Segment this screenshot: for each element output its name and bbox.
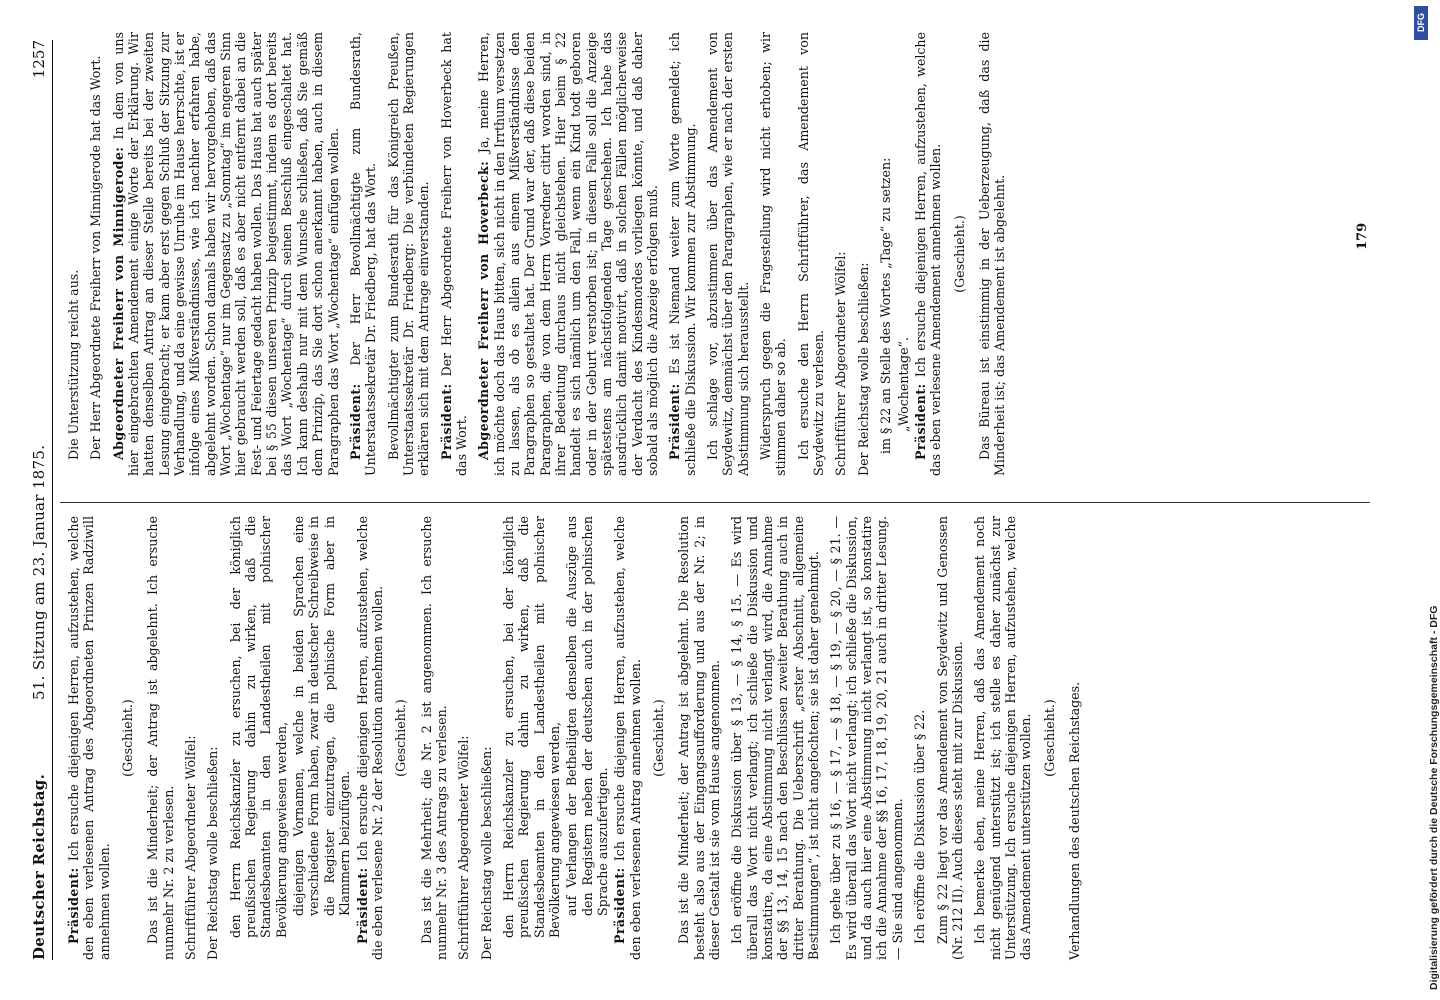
paragraph-text: Ich ersuche diejenigen Herren, aufzustehen, welche den eben verlesenen Antrag des Abgeordneten Prinzen Radziwill annehmen wollen. bbox=[66, 516, 112, 960]
paragraph bbox=[878, 32, 893, 476]
paragraph bbox=[896, 32, 911, 476]
paragraph-text: Bevollmächtigter zum Bundesrath für das Königreich Preußen, Unterstaatssekretär Dr. Friedberg: Die verbündeten Regierungen erklären sich mit dem Antrage einverstanden. bbox=[385, 32, 432, 476]
paragraph bbox=[972, 516, 1033, 960]
digitization-stamp bbox=[1402, 0, 1440, 1000]
speaker-label: Abgeordneter Freiherr von Hoverbeck: bbox=[476, 160, 492, 460]
stage-direction bbox=[952, 32, 967, 476]
paragraph bbox=[456, 516, 471, 960]
paragraph-text: Schriftführer Abgeordneter Wölfel: bbox=[833, 251, 849, 476]
speaker-label: Präsident: bbox=[354, 867, 370, 944]
header-journal-title: Deutscher Reichstag. bbox=[30, 773, 48, 960]
right-column bbox=[66, 32, 1015, 476]
paragraph bbox=[705, 32, 751, 476]
paragraph bbox=[419, 516, 450, 960]
paragraph-text: Zum § 22 liegt vor das Amendement von Seydewitz und Genossen (Nr. 212 II). Auch dieses steht mit zur Diskussion. bbox=[934, 516, 965, 960]
paragraph bbox=[88, 32, 103, 476]
paragraph-text: diejenigen Vornamen, welche in beiden Sprachen eine verschiedene Form haben, zwar in deutscher Schreibweise in die Register einzutragen, die polnische Form aber in Klammern beizufügen. bbox=[291, 516, 353, 916]
paragraph-text: (Geschieht.) bbox=[651, 699, 666, 777]
paragraph bbox=[183, 516, 198, 960]
paragraph bbox=[729, 516, 821, 960]
paragraph-text: Das ist die Minderheit; der Antrag ist abgelehnt. Ich ersuche nunmehr Nr. 2 zu verlesen. bbox=[145, 516, 176, 960]
paragraph bbox=[796, 32, 827, 476]
paragraph bbox=[828, 516, 905, 960]
paragraph bbox=[935, 516, 966, 960]
paragraph-text: Ich schlage vor, abzustimmen über das Amendement von Seydewitz, demnächst über den Paragraphen, wie er nach der ersten Abstimmung sich herausstellt. bbox=[705, 32, 751, 476]
paragraph bbox=[913, 32, 944, 476]
paragraph-text: Ich eröffne die Diskussion über § 22. bbox=[912, 709, 928, 944]
speaker-label: Präsident: bbox=[66, 867, 81, 944]
paragraph-text: „Wochentage“. bbox=[895, 337, 911, 432]
speaker-label: Präsident: bbox=[667, 383, 683, 460]
paragraph-text: (Geschieht.) bbox=[120, 699, 136, 777]
paragraph bbox=[912, 516, 927, 960]
page-header bbox=[28, 40, 53, 960]
paragraph-text: Es ist Niemand weiter zum Worte gemeldet; ich schließe die Diskussion. Wir kommen zur Abstimmung. bbox=[667, 32, 698, 476]
stage-direction bbox=[120, 516, 135, 960]
paragraph-text: Das ist die Mehrheit; die Nr. 2 ist angenommen. Ich ersuche nunmehr Nr. 3 des Antrags zu verlesen. bbox=[418, 516, 449, 960]
paragraph bbox=[205, 516, 220, 960]
speaker-label: Präsident: bbox=[912, 383, 928, 460]
paragraph-text: In dem von uns hier eingebrachten Amendement einige Worte der Erklärung. Wir hatten denselben Antrag an dieser Stelle bereits bei der zweiten Lesung eingebracht; er kam aber erst gegen Schluß der Sitzung zur Verhandlung, und da eine gewisse Unruhe im Hause herrschte, ist er infolge eines Mißverständnisses, wie ich nachher erfahren habe, abgelehnt worden. Schon damals haben wir hervorgehoben, daß das Wort „Wochentage“ nur im Gegensatz zu „Sonntag“ im engeren Sinn hier gebraucht werden soll, daß es aber nicht entfernt dabei an die Fest- und Feiertage gedacht haben wollen. Das Haus hat auch später bei § 55 diesen unseren Prinzip beigestimmt, indem es dort bereits das Wort „Wochentage“ durch seinen Beschluß eingeschaltet hat. Ich kann deshalb nur mit dem Wunsche schließen, daß Sie gemäß dem Prinzip, das Sie dort schon anerkannt haben, auch in diesem Paragraphen das Wort „Wochentage“ einfügen wollen. bbox=[110, 32, 341, 476]
paragraph bbox=[145, 516, 176, 960]
paragraph-text: im § 22 an Stelle des Wortes „Tage“ zu setzen: bbox=[878, 157, 894, 454]
paragraph bbox=[758, 32, 789, 476]
footer-page-number: 179 bbox=[1355, 222, 1370, 250]
paragraph-text: Ich ersuche diejenigen Herren, aufzustehen, welche das eben verlesene Amendement annehmen wollen. bbox=[912, 32, 944, 476]
paragraph bbox=[564, 516, 610, 960]
paragraph bbox=[501, 516, 562, 960]
paragraph bbox=[355, 516, 386, 960]
paragraph-text: Der Reichstag wolle beschließen: bbox=[855, 262, 871, 476]
paragraph-text: Der Herr Abgeordnete Freiherr von Hoverbeck hat das Wort. bbox=[438, 32, 469, 476]
paragraph-text: Ich gehe über zu § 16, — § 17, — § 18, — § 19, — § 20, — § 21. — Es wird überall das Wort nicht verlangt; ich schließe die Diskussion, und da auch hier eine Abstimmung nicht verlangt ist, so konstatire ich die Annahme der §§ 16, 17, 18, 19, 20, 21 auch in dritter Lesung. — Sie sind angenommen. bbox=[828, 516, 905, 960]
paragraph-text: Das ist die Minderheit; der Antrag ist abgelehnt. Die Resolution besteht also aus der Eingangsaufforderung und aus der Nr. 2; in dieser Gestalt ist sie vom Hause angenommen. bbox=[676, 516, 723, 960]
digitization-note: Digitalisierung gefördert durch die Deutsche Forschungsgemeinschaft - DFG bbox=[1428, 605, 1440, 990]
header-page-number: 1257 bbox=[30, 40, 48, 79]
stage-direction bbox=[393, 516, 408, 960]
paragraph bbox=[479, 516, 494, 960]
paragraph-text: Schriftführer Abgeordneter Wölfel: bbox=[456, 735, 472, 960]
paragraph-text: Ich bemerke eben, meine Herren, daß das Amendement noch nicht genügend unterstützt ist; ich stelle es daher zunächst zur Unterstützung. Ich ersuche diejenigen Herren, aufzustehen, welche das Amendement unterstützen wollen. bbox=[972, 516, 1034, 960]
paragraph-text: auf Verlangen der Betheiligten denselben die Auszüge aus den Registern neben der deutschen auch in der polnischen Sprache auszufertigen. bbox=[564, 516, 610, 916]
stage-direction bbox=[651, 516, 666, 960]
paragraph bbox=[612, 516, 643, 960]
speaker-label: Präsident: bbox=[612, 867, 628, 944]
paragraph-text: Die Unterstützung reicht aus. bbox=[66, 269, 81, 460]
dfg-logo: DFG bbox=[1414, 6, 1428, 40]
paragraph-text: den Herrn Reichskanzler zu ersuchen, bei der königlich preußischen Regierung dahin zu wirken, daß die Standesbeamten in den Landestheilen mit polnischer Bevölkerung angewiesen werden, bbox=[227, 516, 289, 938]
paragraph-text: den Herrn Reichskanzler zu ersuchen, bei der königlich preußischen Regierung dahin zu wirken, daß die Standesbeamten in den Landestheilen mit polnischer Bevölkerung angewiesen werden, bbox=[500, 516, 562, 938]
speaker-label: Abgeordneter Freiherr von Minnigerode: bbox=[110, 146, 126, 460]
paragraph-text: Ich eröffne die Diskussion über § 13, — § 14, § 15. — Es wird überall das Wort nicht verlangt; ich schließe die Diskussion und konstatire, da eine Abstimmung nicht verlangt wird, die Annahme der §§ 13, 14, 15 nach den Beschlüssen zweiter Berathung auch in dritter Berathung. Die Ueberschrift „erster Abschnitt, allgemeine Bestimmungen“, ist nicht angefochten; sie ist daher genehmigt. bbox=[729, 516, 822, 960]
paragraph-text: (Geschieht.) bbox=[393, 699, 409, 777]
paragraph bbox=[66, 32, 81, 476]
paragraph bbox=[676, 516, 722, 960]
stage-direction bbox=[1042, 516, 1057, 960]
speaker-label: Präsident: bbox=[347, 383, 363, 460]
paragraph bbox=[1067, 516, 1082, 960]
paragraph-text: Der Reichstag wolle beschließen: bbox=[478, 746, 494, 960]
paragraph-text: Ich ersuche den Herrn Schriftführer, das Amendement von Seydewitz zu verlesen. bbox=[795, 32, 827, 476]
paragraph-text: Ich ersuche diejenigen Herren, aufzustehen, welche die eben verlesene Nr. 2 der Resolution annehmen wollen. bbox=[354, 516, 385, 960]
paragraph bbox=[977, 32, 1008, 476]
paragraph-text: Schriftführer Abgeordneter Wölfel: bbox=[183, 735, 199, 960]
header-session: 51. Sitzung am 23. Januar 1875. bbox=[30, 444, 48, 700]
paragraph-text: Verhandlungen des deutschen Reichstages. bbox=[1066, 681, 1082, 960]
paragraph-text: Widerspruch gegen die Fragestellung wird nicht erhoben; wir stimmen daher so ab. bbox=[758, 32, 789, 476]
paragraph bbox=[667, 32, 698, 476]
paragraph bbox=[833, 32, 848, 476]
paragraph bbox=[856, 32, 871, 476]
left-column bbox=[66, 516, 1089, 960]
paragraph bbox=[386, 32, 432, 476]
paragraph bbox=[291, 516, 352, 960]
paragraph bbox=[348, 32, 379, 476]
paragraph-text: Der Herr Bevollmächtigte zum Bundesrath, Unterstaatssekretär Dr. Friedberg, hat das Wort. bbox=[347, 32, 379, 476]
paragraph-text: Ich ersuche diejenigen Herren, aufzustehen, welche den eben verlesenen Antrag annehmen wollen. bbox=[612, 516, 643, 960]
paragraph-text: (Geschieht.) bbox=[951, 215, 967, 293]
speaker-label: Präsident: bbox=[438, 383, 454, 460]
paragraph-text: Der Herr Abgeordnete Freiherr von Minnigerode hat das Wort. bbox=[88, 55, 104, 460]
paragraph bbox=[111, 32, 341, 476]
column-divider bbox=[60, 502, 1370, 503]
paragraph-text: (Geschieht.) bbox=[1041, 699, 1057, 777]
paragraph bbox=[228, 516, 289, 960]
paragraph-text: Ja, meine Herren, ich möchte doch das Haus bitten, sich nicht in den Irrthum versetzen zu lassen, als ob es allein aus einem Mißverständnisse den Paragraphen so gestaltet hat. Der Grund war der, daß diese beiden Paragraphen, die von dem Herrn Vorredner citirt worden sind, in ihrer Bedeutung durchaus nicht gleichstehen. Hier beim § 22 handelt es sich nämlich um den Fall, wenn ein Kind todt geboren oder in der Geburt verstorben ist; in diesem Falle soll die Anzeige spätestens am nächstfolgenden Tage geschehen. Ich habe das ausdrücklich damit motivirt, daß in solchen Fällen möglicherweise der Verdacht des Kindesmordes vorliegen könnte, und daß daher sobald als möglich die Anzeige erfolgen muß. bbox=[476, 32, 661, 476]
paragraph bbox=[476, 32, 660, 476]
paragraph bbox=[439, 32, 470, 476]
paragraph bbox=[66, 516, 112, 960]
paragraph-text: Das Büreau ist einstimmig in der Ueberzeugung, daß das die Minderheit ist; das Amendement ist abgelehnt. bbox=[976, 32, 1008, 476]
paragraph-text: Der Reichstag wolle beschließen: bbox=[205, 746, 221, 960]
